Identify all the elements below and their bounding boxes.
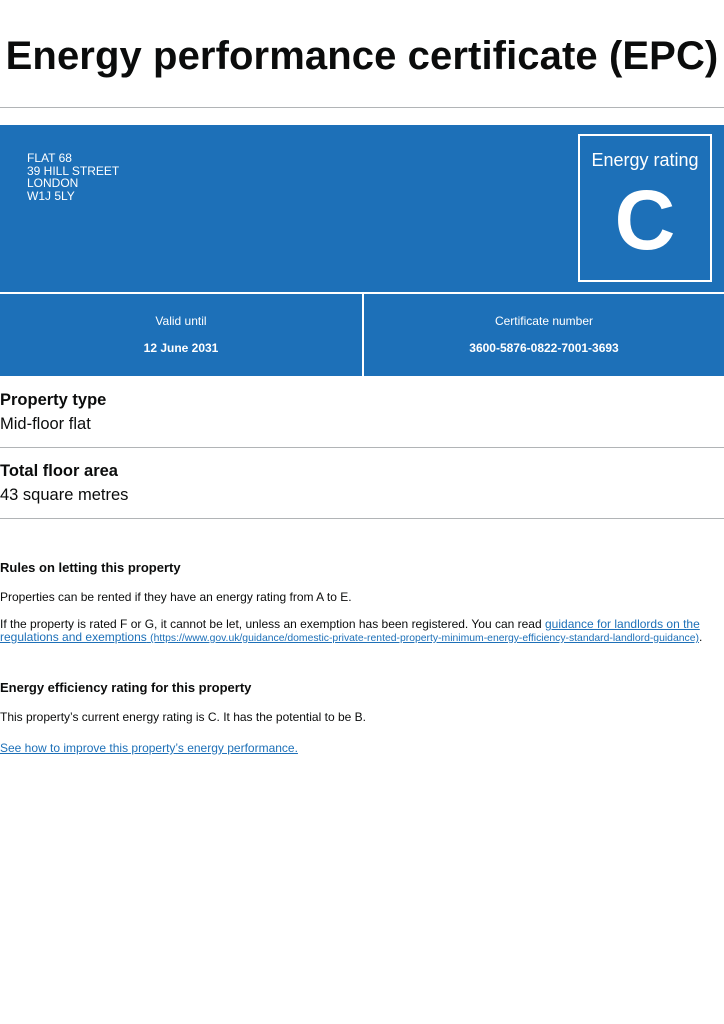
page-title: Energy performance certificate (EPC)	[5, 34, 719, 78]
address-panel	[0, 125, 724, 292]
certificate-number-label: Certificate number	[494, 314, 594, 328]
property-address	[27, 152, 119, 202]
address-line: LONDON	[27, 176, 79, 191]
header-divider	[0, 107, 724, 108]
certificate-meta	[0, 294, 724, 376]
landlord-guidance-url: (https://www.gov.uk/guidance/domestic-private-rented-property-minimum-energy-efficiency-standard-landlord-guidance)	[150, 633, 699, 644]
summary-divider	[0, 447, 724, 448]
address-line: 39 HILL STREET	[27, 163, 120, 178]
summary-floor-area	[0, 461, 724, 506]
summary-value: 43 square metres	[0, 486, 129, 504]
efficiency-heading: Energy efficiency rating for this property	[0, 680, 252, 695]
certificate-number: 3600-5876-0822-7001-3693	[469, 341, 619, 355]
summary-key: Property type	[0, 391, 107, 409]
energy-rating-box	[578, 134, 712, 282]
energy-rating-letter: C	[614, 173, 676, 267]
summary-key: Total floor area	[0, 462, 118, 480]
letting-exemption-intro: If the property is rated F or G, it cannot be let, unless an exemption has been registered. You can read	[0, 617, 545, 631]
energy-rating-label: Energy rating	[591, 150, 699, 170]
letting-rules-heading: Rules on letting this property	[0, 560, 181, 575]
certificate-number-cell	[364, 294, 724, 376]
letting-exemption-end: .	[698, 630, 703, 644]
efficiency-text: This property’s current energy rating is C. It has the potential to be B.	[0, 710, 366, 724]
improve-performance-paragraph	[0, 742, 724, 755]
letting-rules-text: Properties can be rented if they have an energy rating from A to E.	[0, 590, 352, 604]
address-line: W1J 5LY	[27, 188, 75, 203]
valid-until-cell	[0, 294, 362, 376]
address-line: FLAT 68	[27, 151, 72, 165]
summary-divider	[0, 518, 724, 519]
improve-performance-link[interactable]: See how to improve this property’s energy performance.	[0, 741, 298, 755]
summary-value: Mid-floor flat	[0, 415, 91, 433]
valid-until-label: Valid until	[155, 314, 207, 328]
valid-until-date: 12 June 2031	[143, 341, 219, 355]
letting-exemption-text	[0, 618, 724, 645]
summary-property-type	[0, 390, 724, 435]
landlord-guidance-link-text: guidance for landlords on the regulations and exemptions	[0, 617, 700, 644]
